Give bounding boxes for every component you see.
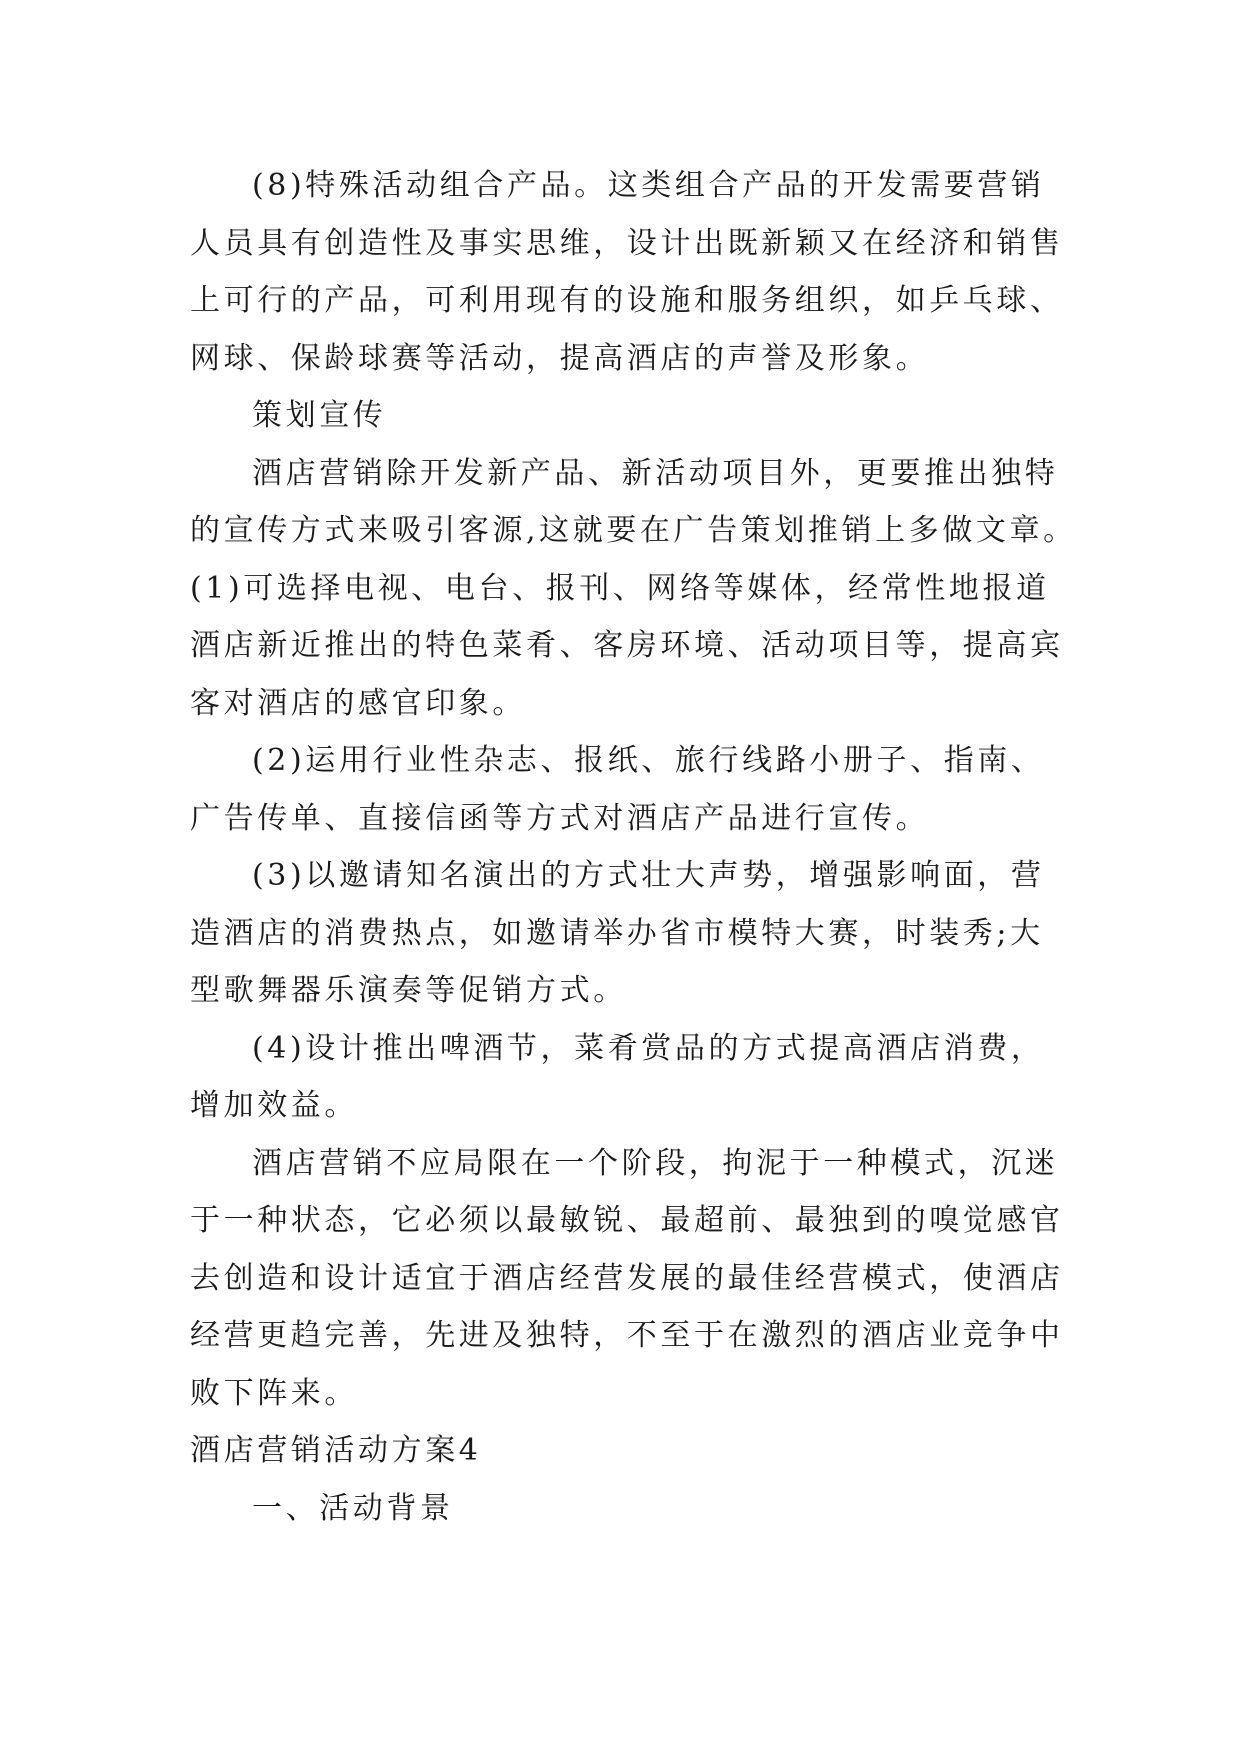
paragraph-line: 上可行的产品，可利用现有的设施和服务组织，如乒乓球、: [190, 283, 1064, 318]
paragraph-line: 客对酒店的感官印象。: [190, 686, 526, 721]
paragraph-line: 人员具有创造性及事实思维，设计出既新颖又在经济和销售: [190, 226, 1064, 261]
paragraph-line: (2)运用行业性杂志、报纸、旅行线路小册子、指南、: [252, 743, 1045, 778]
document-title: 酒店营销活动方案4: [190, 1433, 482, 1468]
paragraph-line: 于一种状态，它必须以最敏锐、最超前、最独到的嗅觉感官: [190, 1203, 1064, 1238]
paragraph-line: 造酒店的消费热点，如邀请举办省市模特大赛，时装秀;大: [190, 916, 1044, 951]
paragraph-line: (4)设计推出啤酒节，菜肴赏品的方式提高酒店消费，: [252, 1031, 1045, 1066]
paragraph-line: 酒店营销除开发新产品、新活动项目外，更要推出独特: [252, 456, 1059, 491]
paragraph-line: (8)特殊活动组合产品。这类组合产品的开发需要营销: [252, 168, 1045, 203]
paragraph-line: 广告传单、直接信函等方式对酒店产品进行宣传。: [190, 801, 930, 836]
paragraph-line: 增加效益。: [190, 1088, 358, 1123]
paragraph-line: 酒店营销不应局限在一个阶段，拘泥于一种模式，沉迷: [252, 1146, 1059, 1181]
paragraph-line: 经营更趋完善，先进及独特，不至于在激烈的酒店业竞争中: [190, 1318, 1064, 1353]
paragraph-line: 型歌舞器乐演奏等促销方式。: [190, 973, 627, 1008]
section-heading: 策划宣传: [252, 398, 387, 433]
paragraph-line: 败下阵来。: [190, 1376, 358, 1411]
paragraph-line: 去创造和设计适宜于酒店经营发展的最佳经营模式，使酒店: [190, 1261, 1064, 1296]
paragraph-line: 酒店新近推出的特色菜肴、客房环境、活动项目等，提高宾: [190, 628, 1064, 663]
paragraph-line: (1)可选择电视、电台、报刊、网络等媒体，经常性地报道: [190, 571, 1050, 606]
paragraph-line: 网球、保龄球赛等活动，提高酒店的声誉及形象。: [190, 341, 930, 376]
paragraph-line: (3)以邀请知名演出的方式壮大声势，增强影响面，营: [252, 858, 1045, 893]
paragraph-line: 的宣传方式来吸引客源,这就要在广告策划推销上多做文章。: [190, 513, 1077, 548]
section-heading: 一、活动背景: [252, 1491, 454, 1526]
